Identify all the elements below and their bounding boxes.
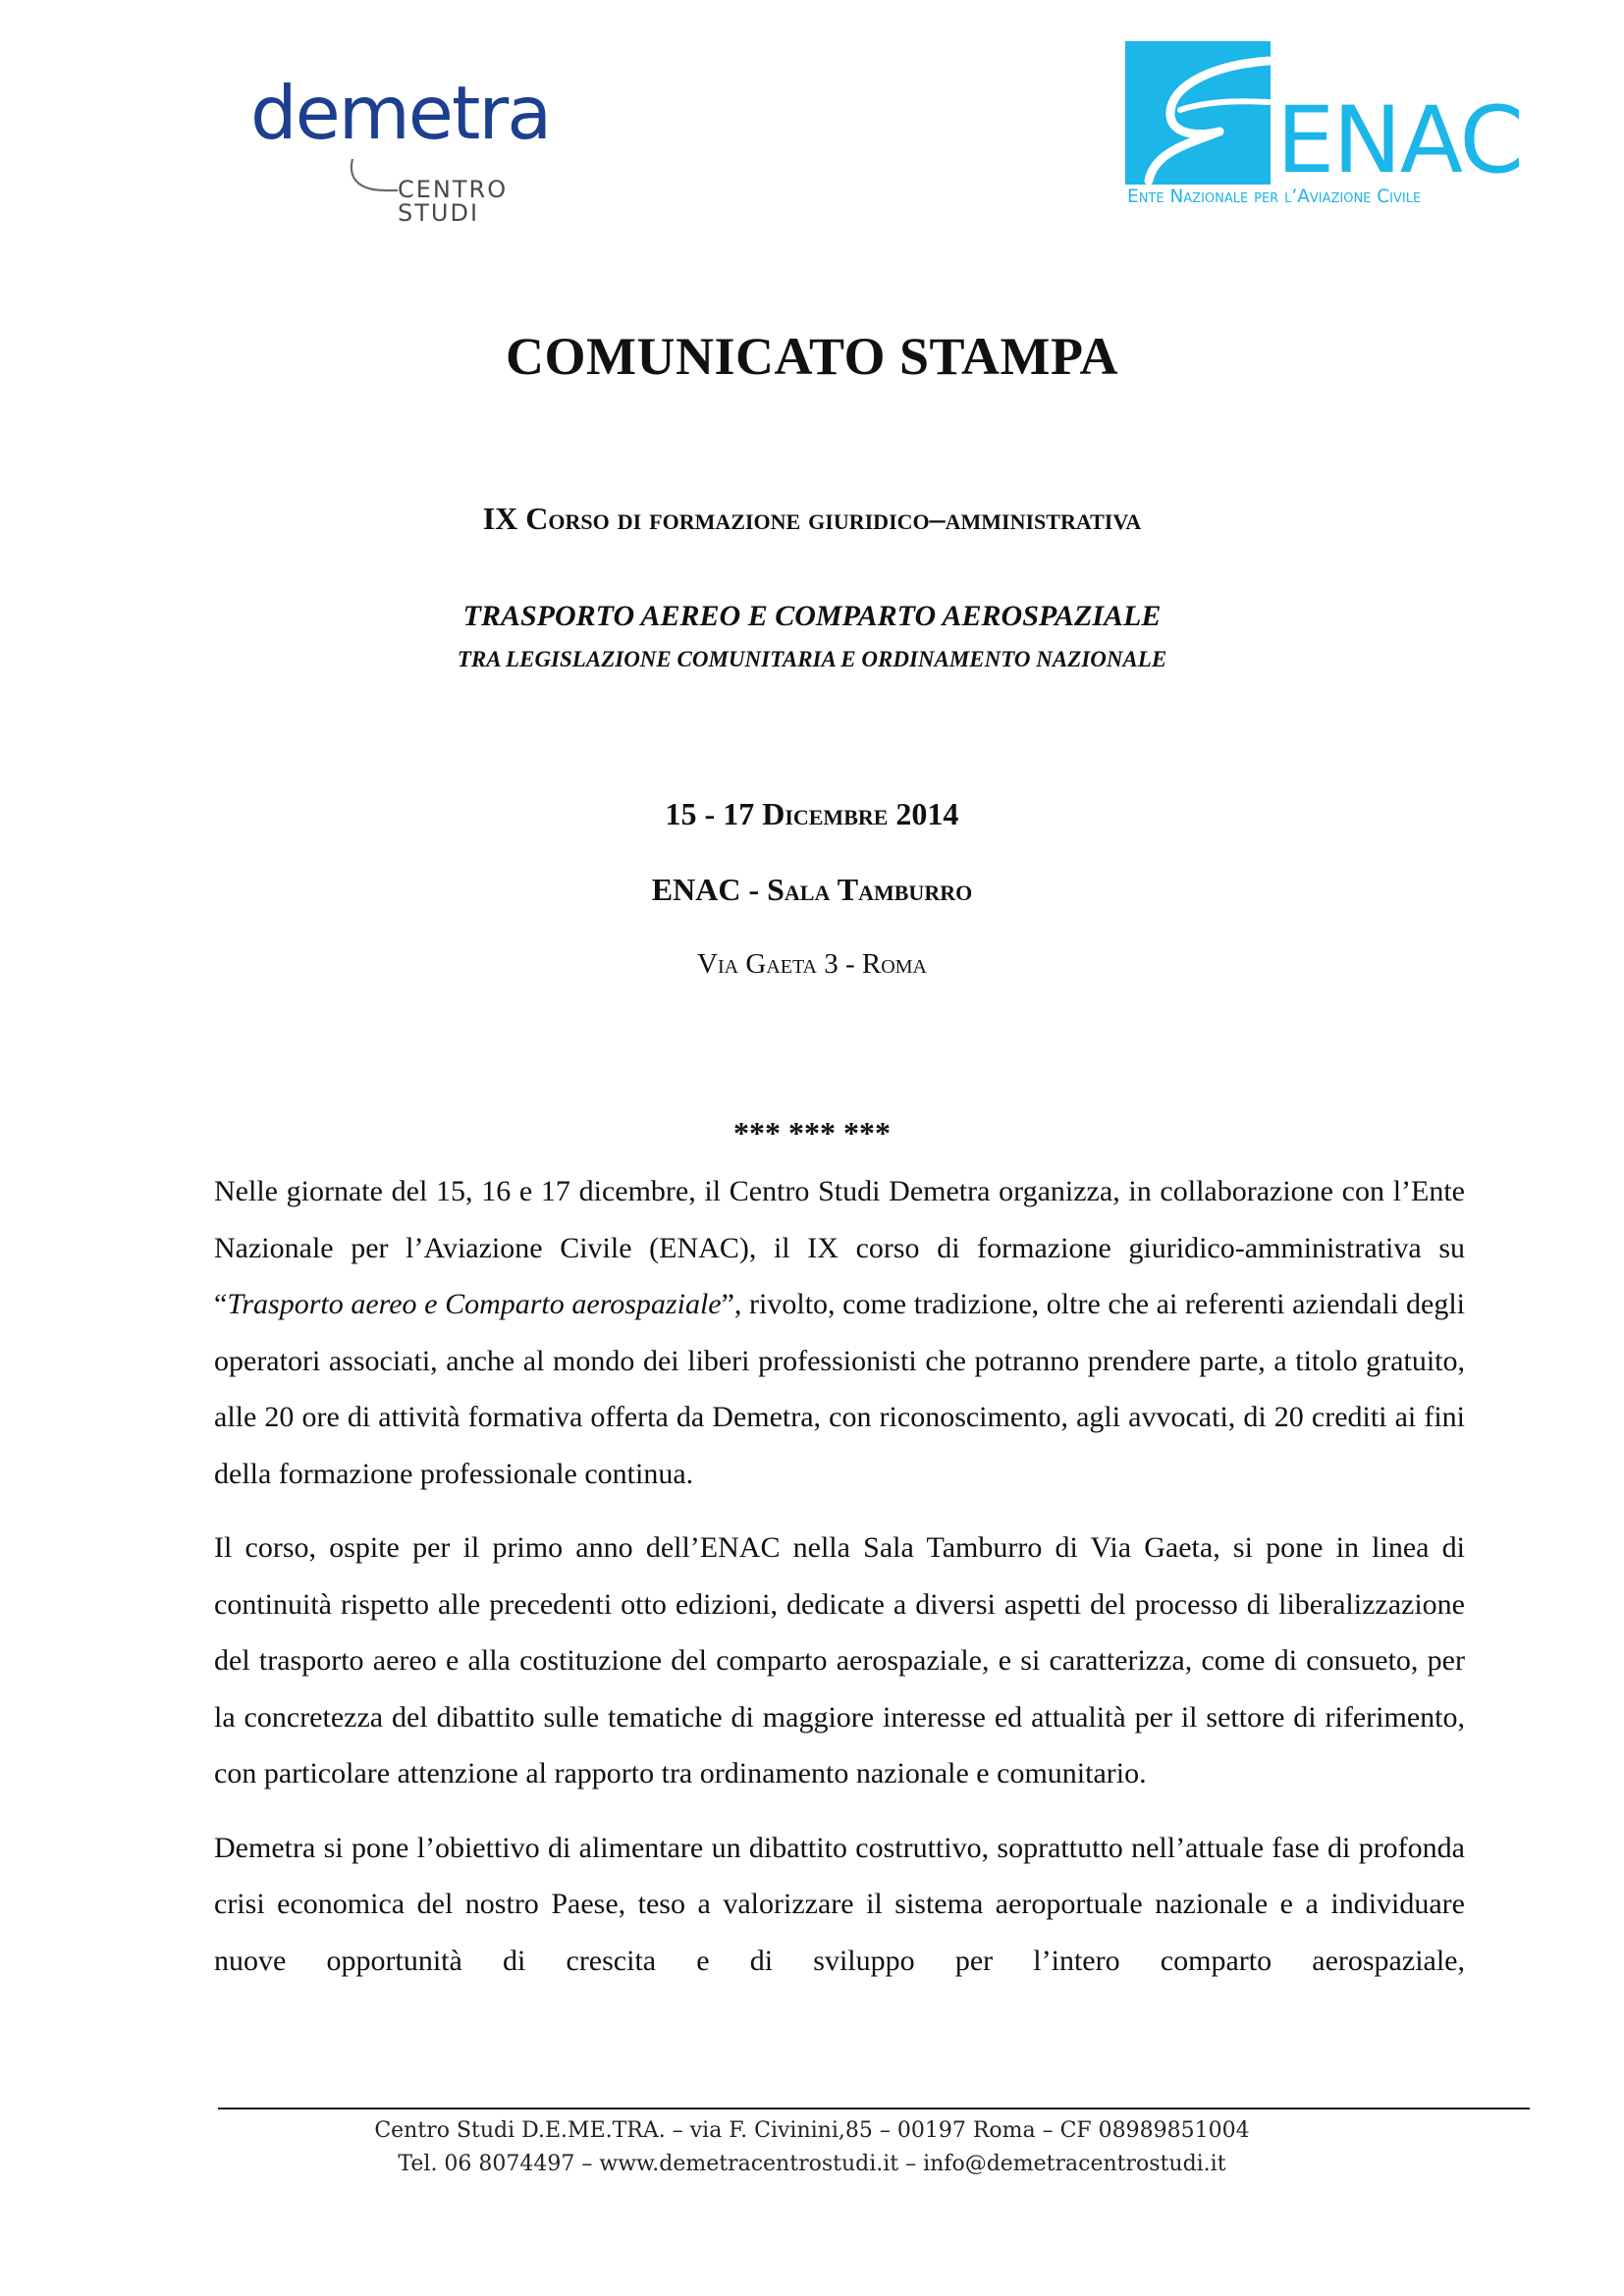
footer-divider [218,2108,1530,2109]
page-title: COMUNICATO STAMPA [506,327,1118,386]
enac-logo-letters: ENAC [1276,87,1522,194]
course-title: IX Corso di formazione giuridico–amministrativa [482,501,1142,536]
enac-wing-icon [1125,41,1271,185]
paragraph-3: Demetra si pone l’obiettivo di alimentare un dibattito costruttivo, soprattutto nell’attuale fase di profonda crisi economica del nostro Paese, teso a valorizzare il sistema aeroportuale nazionale e a individuare nuove opportunità di crescita e di sviluppo per l’intero comparto aerospaziale, [214,1831,1465,1977]
demetra-logo [250,70,594,227]
course-subject: TRASPORTO AEREO E COMPARTO AEROSPAZIALE [462,600,1162,632]
section-separator: *** *** *** [733,1115,891,1150]
paragraph-2: Il corso, ospite per il primo anno dell’ENAC nella Sala Tamburro di Via Gaeta, si pone in linea di continuità rispetto alle precedenti otto edizioni, dedicate a diversi aspetti del processo di liberalizzazione del trasporto aereo e alla costituzione del comparto aerospaziale, e si caratterizza, come di consueto, per la concretezza del dibattito sulle tematiche di maggiore interesse ed attualità per il settore di riferimento, con particolare attenzione al rapporto tra ordinamento nazionale e comunitario. [214,1531,1465,1789]
course-subject-subtitle: TRA LEGISLAZIONE COMUNITARIA E ORDINAMENTO NAZIONALE [457,647,1167,671]
demetra-swoosh-icon [347,157,406,196]
footer-address: Centro Studi D.E.ME.TRA. – via F. Civinini,85 – 00197 Roma – CF 08989851004 [374,2118,1250,2143]
footer-contacts: Tel. 06 8074497 – www.demetracentrostudi.it – info@demetracentrostudi.it [398,2152,1226,2176]
event-date: 15 - 17 Dicembre 2014 [665,796,959,831]
paragraph-1-text-b: ”, rivolto, come tradizione, oltre che ai referenti aziendali degli operatori associati, anche al mondo dei liberi professionisti che potranno prendere parte, a titolo gratuito, alle 20 ore di attività formativa offerta da Demetra, con riconoscimento, agli avvocati, di 20 crediti ai fini della formazione professionale continua. [214,1288,1465,1490]
body-text [214,1163,1465,2006]
event-address: Via Gaeta 3 - Roma [697,948,927,980]
paragraph-1-text-a: Nelle giornate del 15, 16 e 17 dicembre, il Centro Studi Demetra organizza, in collaborazione con l’Ente Nazionale per l’Aviazione Civile (ENAC), il IX corso di formazione giuridico-amministrativa su “ [214,1175,1465,1320]
enac-logo-mark [1125,41,1271,185]
event-venue: ENAC - Sala Tamburro [651,872,973,907]
enac-logo [1125,41,1522,218]
paragraph-1-italic-title: Trasporto aereo e Comparto aerospaziale [227,1288,722,1320]
paragraph-1 [214,1163,1465,1502]
enac-logo-tagline: Ente Nazionale per l’Aviazione Civile [1127,187,1422,207]
demetra-logo-name: demetra [250,70,551,156]
demetra-logo-subtitle: CENTRO STUDI [398,176,509,227]
